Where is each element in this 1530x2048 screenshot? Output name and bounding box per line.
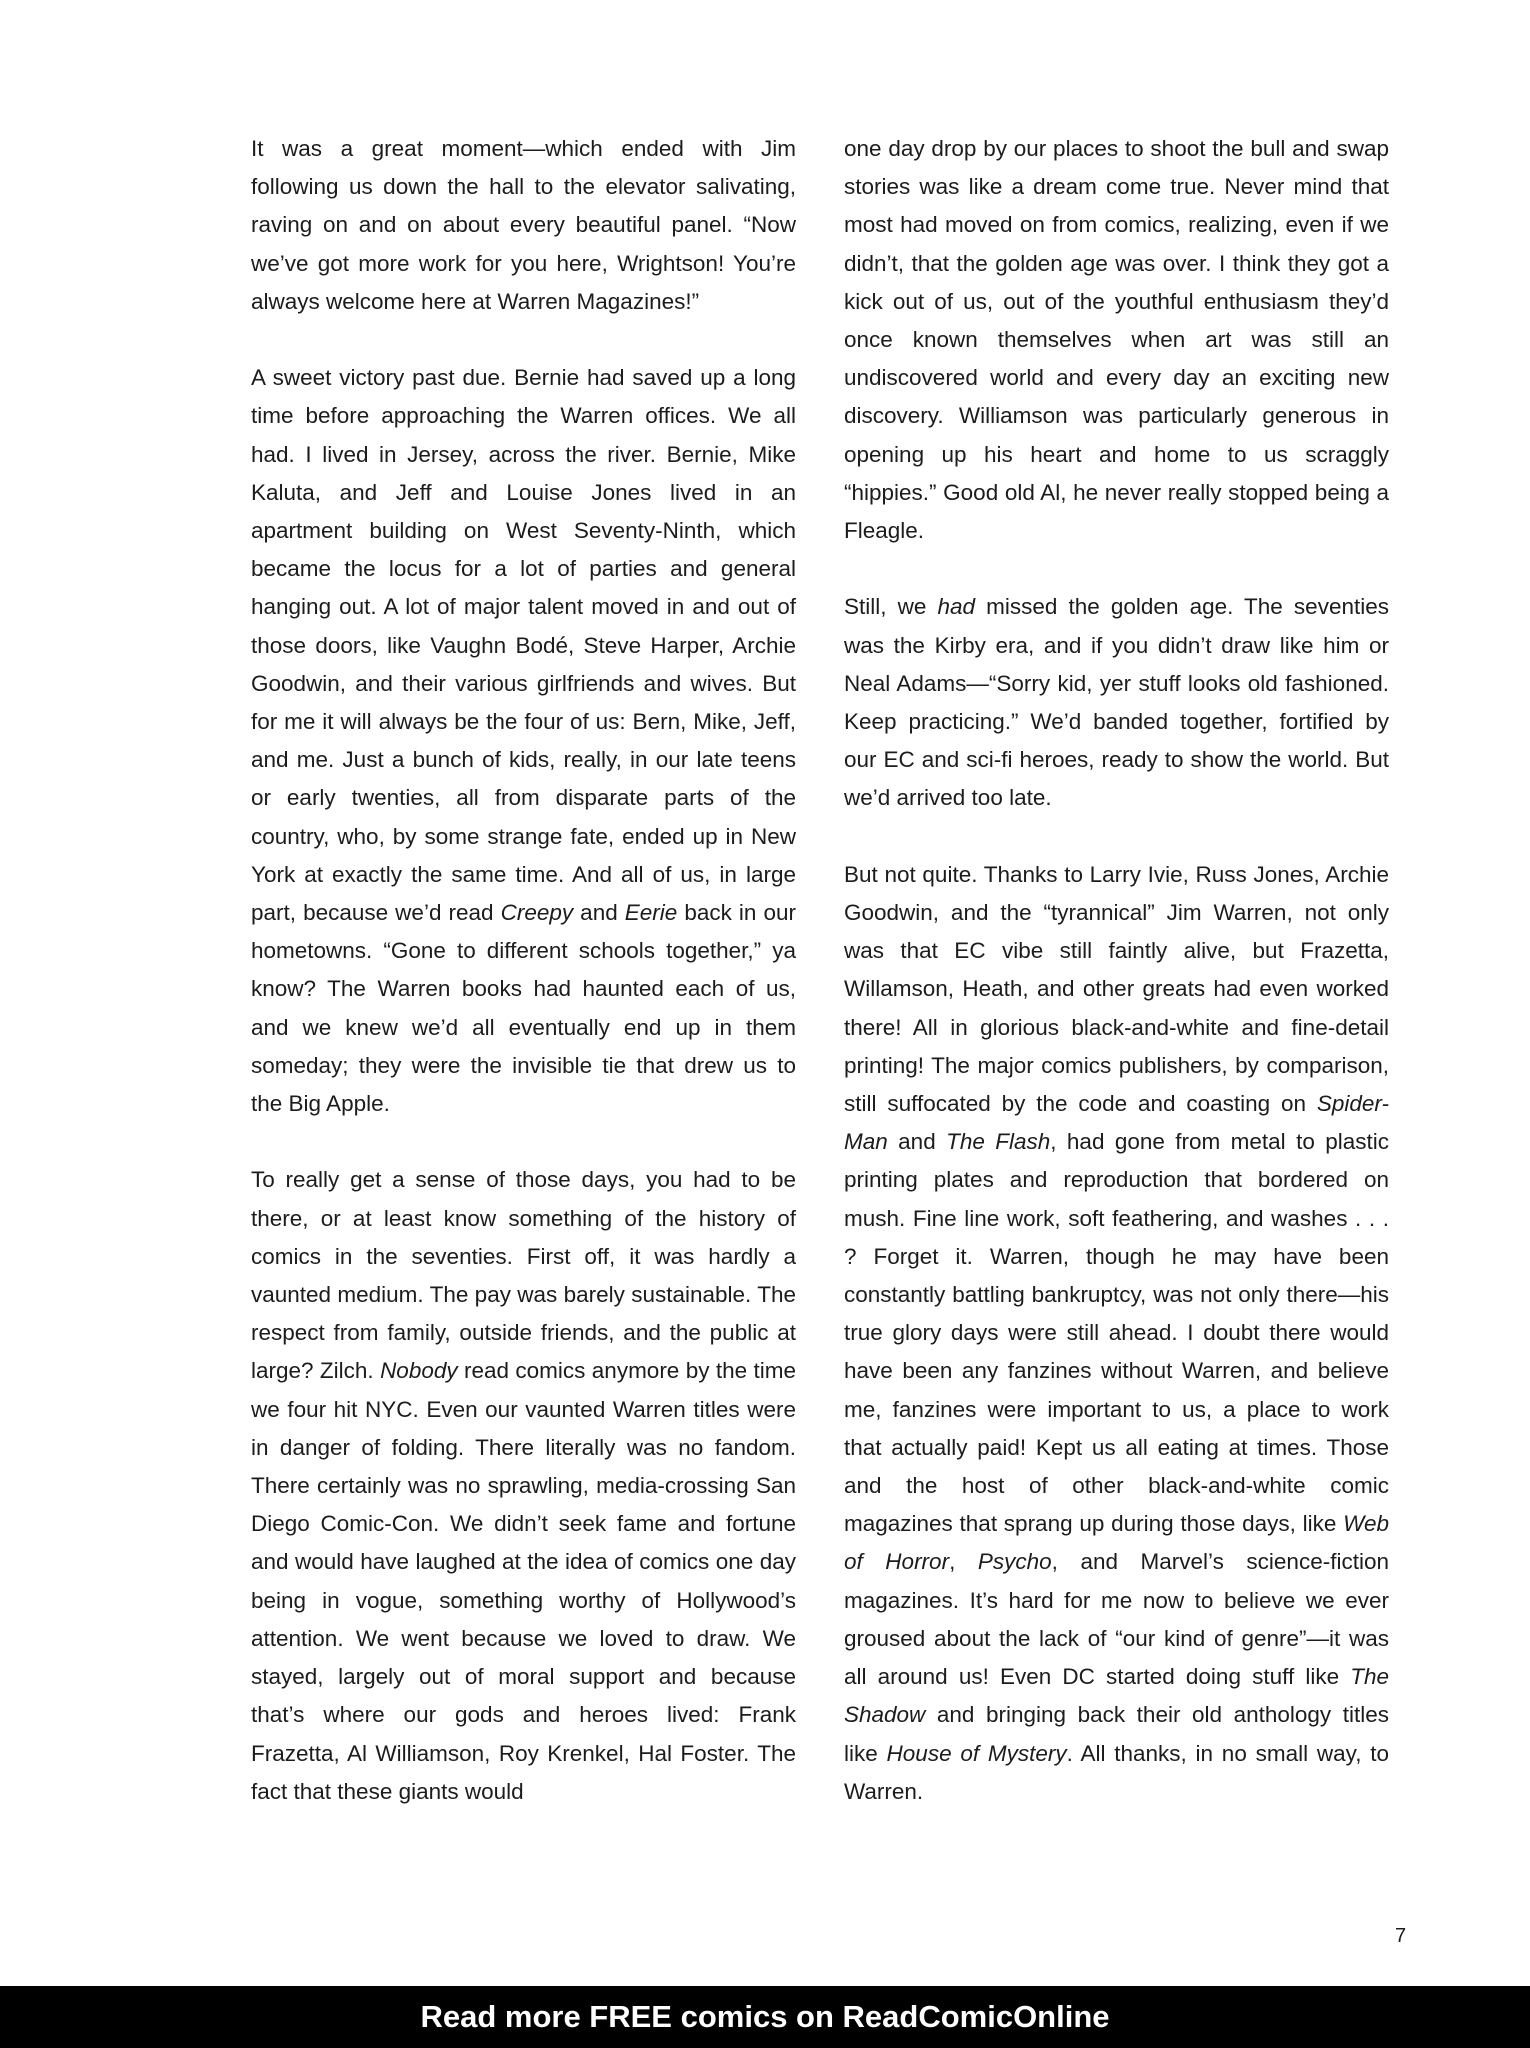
text-run: one day drop by our places to shoot the bull and swap stories was like a dream come true. Never mind that most had moved on from comics, realizing, even if we didn’t, that the golden age was over. I think they got a kick out of us, out of the youthful enthusiasm they’d once known themselves when art was still an undiscovered world and every day an exciting new discovery. Williamson was particularly generous in opening up his heart and home to us scraggly “hippies.” Good old Al, he never really stopped being a Fleagle. (844, 136, 1389, 544)
paragraph (844, 130, 1389, 550)
italic-title: The Flash (946, 1129, 1051, 1155)
text-run: , had gone from metal to plastic printing plates and reproduction that bordered on mush. Fine line work, soft feathering, and washes . . . ? Forget it. Warren, though he may have been constantly battling bankruptcy, was not only there—his true glory days were still ahead. I doubt there would have been any fanzines without Warren, and believe me, fanzines were important to us, a place to work that actually paid! Kept us all eating at times. Those and the host of other black-and-white comic magazines that sprang up during those days, like (844, 1129, 1389, 1537)
italic-title: had (937, 594, 976, 620)
text-run: To really get a sense of those days, you had to be there, or at least know something of the history of comics in the seventies. First off, it was hardly a vaunted medium. The pay was barely sustainable. The respect from family, outside friends, and the public at large? Zilch. (251, 1167, 796, 1384)
paragraph (844, 588, 1389, 817)
italic-title: Creepy (500, 900, 574, 926)
italic-title: The Shadow (844, 1664, 1389, 1728)
italic-title: Web of Horror (844, 1511, 1389, 1575)
text-run: and (887, 1129, 947, 1155)
text-run: But not quite. Thanks to Larry Ivie, Russ Jones, Archie Goodwin, and the “tyrannical” Jim Warren, not only was that EC vibe still faintly alive, but Frazetta, Willamson, Heath, and other greats had even worked there! All in glorious black-and-white and fine-detail printing! The major comics publishers, by comparison, still suffocated by the code and coasting on (844, 861, 1389, 1117)
paragraph (844, 856, 1389, 1811)
italic-title: Nobody (380, 1358, 458, 1384)
text-run: Still, we (844, 594, 938, 620)
footer-banner (0, 1986, 1530, 2048)
read-more-link[interactable]: Read more FREE comics on ReadComicOnline (420, 1999, 1110, 2034)
text-run: and bringing back their old anthology titles like (844, 1702, 1389, 1766)
paragraph (251, 1161, 796, 1810)
text-run: and (573, 900, 625, 926)
text-run: back in our hometowns. “Gone to different schools together,” ya know? The Warren books had haunted each of us, and we knew we’d all eventually end up in them someday; they were the invisible tie that drew us to the Big Apple. (251, 900, 797, 1117)
italic-title: Eerie (624, 900, 678, 926)
text-run: read comics anymore by the time we four hit NYC. Even our vaunted Warren titles were in danger of folding. There literally was no fandom. There certainly was no sprawling, media-crossing San Diego Comic-Con. We didn’t seek fame and fortune and would have laughed at the idea of comics one day being in vogue, something worthy of Hollywood’s attention. We went because we loved to draw. We stayed, largely out of moral support and because that’s where our gods and heroes lived: Frank Frazetta, Al Williamson, Roy Krenkel, Hal Foster. The fact that these giants would (251, 1358, 796, 1804)
italic-title: Spider-Man (844, 1091, 1389, 1155)
page-number: 7 (1395, 1925, 1407, 1947)
paragraph (251, 130, 796, 321)
text-run: missed the golden age. The seventies was the Kirby era, and if you didn’t draw like him or Neal Adams—“Sorry kid, yer stuff looks old fashioned. Keep practicing.” We’d banded together, fortified by our EC and sci-fi heroes, ready to show the world. But we’d arrived too late. (844, 594, 1389, 811)
text-run: , (949, 1549, 978, 1575)
text-run: It was a great moment—which ended with Jim following us down the hall to the elevator salivating, raving on and on about every beautiful panel. “Now we’ve got more work for you here, Wrightson! You’re always welcome here at Warren Magazines!” (251, 136, 796, 314)
right-text-column (844, 130, 1389, 1811)
italic-title: Psycho (977, 1549, 1052, 1575)
paragraph (251, 359, 796, 1123)
italic-title: House of Mystery (886, 1740, 1067, 1766)
left-text-column (251, 130, 796, 1811)
text-run: , and Marvel’s science-fiction magazines. It’s hard for me now to believe we ever groused about the lack of “our kind of genre”—it was all around us! Even DC started doing stuff like (844, 1549, 1389, 1690)
text-run: A sweet victory past due. Bernie had saved up a long time before approaching the Warren offices. We all had. I lived in Jersey, across the river. Bernie, Mike Kaluta, and Jeff and Louise Jones lived in an apartment building on West Seventy-Ninth, which became the locus for a lot of parties and general hanging out. A lot of major talent moved in and out of those doors, like Vaughn Bodé, Steve Harper, Archie Goodwin, and their various girlfriends and wives. But for me it will always be the four of us: Bern, Mike, Jeff, and me. Just a bunch of kids, really, in our late teens or early twenties, all from disparate parts of the country, who, by some strange fate, ended up in New York at exactly the same time. And all of us, in large part, because we’d read (251, 365, 796, 926)
text-run: . All thanks, in no small way, to Warren. (844, 1740, 1390, 1804)
